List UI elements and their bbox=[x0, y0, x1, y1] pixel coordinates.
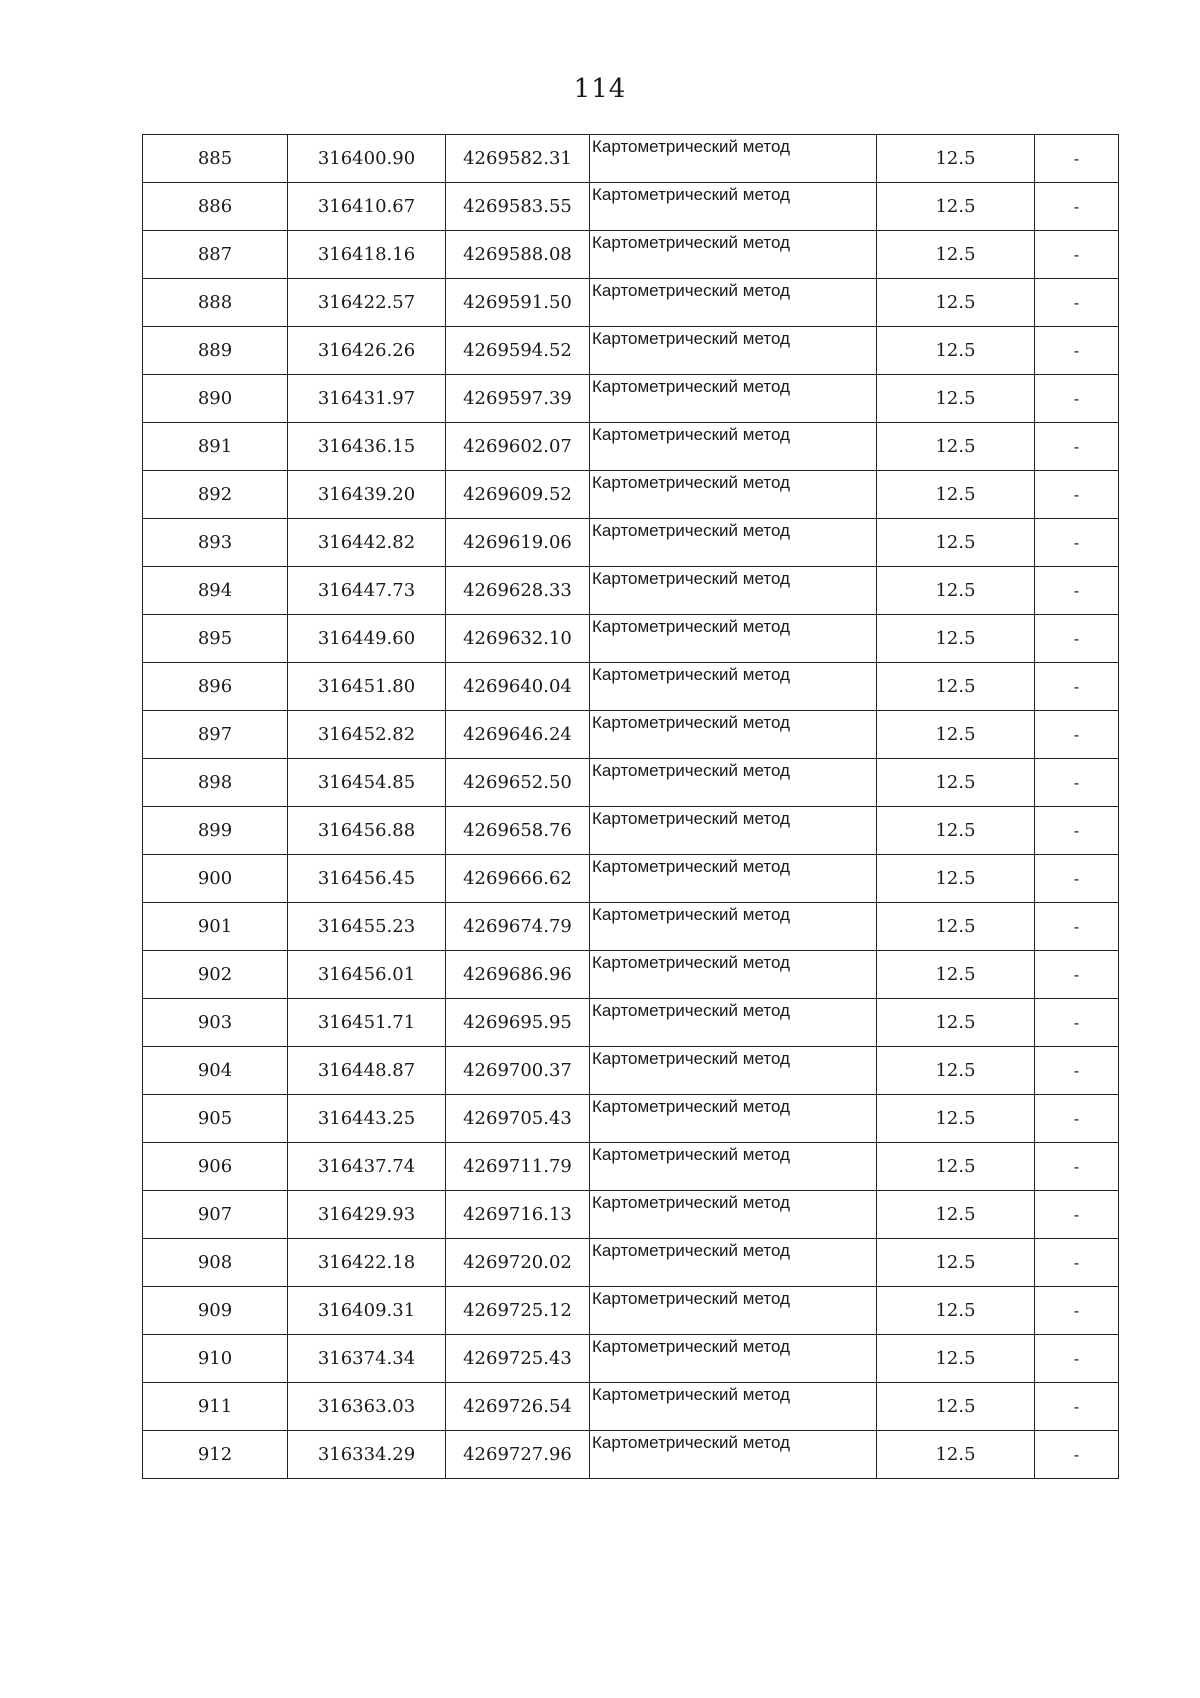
accuracy-cell: 12.5 bbox=[877, 615, 1035, 663]
coordinates-table bbox=[142, 134, 1119, 1479]
method-cell: Картометрический метод bbox=[590, 423, 877, 471]
accuracy-cell: 12.5 bbox=[877, 1095, 1035, 1143]
note-cell: - bbox=[1035, 807, 1119, 855]
method-cell: Картометрический метод bbox=[590, 855, 877, 903]
accuracy-cell: 12.5 bbox=[877, 279, 1035, 327]
point-number-cell: 886 bbox=[143, 183, 288, 231]
table-row bbox=[143, 855, 1119, 903]
accuracy-cell: 12.5 bbox=[877, 711, 1035, 759]
y-coordinate-cell: 4269727.96 bbox=[446, 1431, 590, 1479]
accuracy-cell: 12.5 bbox=[877, 1383, 1035, 1431]
x-coordinate-cell: 316447.73 bbox=[288, 567, 446, 615]
x-coordinate-cell: 316429.93 bbox=[288, 1191, 446, 1239]
x-coordinate-cell: 316334.29 bbox=[288, 1431, 446, 1479]
y-coordinate-cell: 4269597.39 bbox=[446, 375, 590, 423]
point-number-cell: 890 bbox=[143, 375, 288, 423]
note-cell: - bbox=[1035, 1095, 1119, 1143]
method-cell: Картометрический метод bbox=[590, 999, 877, 1047]
y-coordinate-cell: 4269705.43 bbox=[446, 1095, 590, 1143]
accuracy-cell: 12.5 bbox=[877, 423, 1035, 471]
table-row bbox=[143, 375, 1119, 423]
table-row bbox=[143, 135, 1119, 183]
note-cell: - bbox=[1035, 951, 1119, 999]
method-cell: Картометрический метод bbox=[590, 519, 877, 567]
y-coordinate-cell: 4269726.54 bbox=[446, 1383, 590, 1431]
point-number-cell: 904 bbox=[143, 1047, 288, 1095]
point-number-cell: 903 bbox=[143, 999, 288, 1047]
x-coordinate-cell: 316449.60 bbox=[288, 615, 446, 663]
accuracy-cell: 12.5 bbox=[877, 999, 1035, 1047]
accuracy-cell: 12.5 bbox=[877, 1191, 1035, 1239]
y-coordinate-cell: 4269725.43 bbox=[446, 1335, 590, 1383]
point-number-cell: 897 bbox=[143, 711, 288, 759]
method-cell: Картометрический метод bbox=[590, 1047, 877, 1095]
method-cell: Картометрический метод bbox=[590, 183, 877, 231]
table-row bbox=[143, 567, 1119, 615]
accuracy-cell: 12.5 bbox=[877, 1287, 1035, 1335]
y-coordinate-cell: 4269594.52 bbox=[446, 327, 590, 375]
point-number-cell: 892 bbox=[143, 471, 288, 519]
note-cell: - bbox=[1035, 231, 1119, 279]
x-coordinate-cell: 316455.23 bbox=[288, 903, 446, 951]
method-cell: Картометрический метод bbox=[590, 951, 877, 999]
point-number-cell: 912 bbox=[143, 1431, 288, 1479]
point-number-cell: 908 bbox=[143, 1239, 288, 1287]
point-number-cell: 894 bbox=[143, 567, 288, 615]
y-coordinate-cell: 4269583.55 bbox=[446, 183, 590, 231]
table-row bbox=[143, 327, 1119, 375]
method-cell: Картометрический метод bbox=[590, 1191, 877, 1239]
table-row bbox=[143, 471, 1119, 519]
x-coordinate-cell: 316452.82 bbox=[288, 711, 446, 759]
table-row bbox=[143, 1191, 1119, 1239]
note-cell: - bbox=[1035, 903, 1119, 951]
x-coordinate-cell: 316400.90 bbox=[288, 135, 446, 183]
accuracy-cell: 12.5 bbox=[877, 1239, 1035, 1287]
point-number-cell: 891 bbox=[143, 423, 288, 471]
note-cell: - bbox=[1035, 135, 1119, 183]
note-cell: - bbox=[1035, 1335, 1119, 1383]
table-row bbox=[143, 279, 1119, 327]
method-cell: Картометрический метод bbox=[590, 1431, 877, 1479]
y-coordinate-cell: 4269720.02 bbox=[446, 1239, 590, 1287]
table-row bbox=[143, 951, 1119, 999]
note-cell: - bbox=[1035, 471, 1119, 519]
y-coordinate-cell: 4269582.31 bbox=[446, 135, 590, 183]
point-number-cell: 905 bbox=[143, 1095, 288, 1143]
point-number-cell: 900 bbox=[143, 855, 288, 903]
accuracy-cell: 12.5 bbox=[877, 1335, 1035, 1383]
x-coordinate-cell: 316426.26 bbox=[288, 327, 446, 375]
note-cell: - bbox=[1035, 1047, 1119, 1095]
y-coordinate-cell: 4269716.13 bbox=[446, 1191, 590, 1239]
y-coordinate-cell: 4269619.06 bbox=[446, 519, 590, 567]
note-cell: - bbox=[1035, 327, 1119, 375]
note-cell: - bbox=[1035, 663, 1119, 711]
point-number-cell: 906 bbox=[143, 1143, 288, 1191]
x-coordinate-cell: 316363.03 bbox=[288, 1383, 446, 1431]
note-cell: - bbox=[1035, 615, 1119, 663]
x-coordinate-cell: 316451.71 bbox=[288, 999, 446, 1047]
table-row bbox=[143, 1335, 1119, 1383]
note-cell: - bbox=[1035, 375, 1119, 423]
method-cell: Картометрический метод bbox=[590, 1287, 877, 1335]
table-row bbox=[143, 807, 1119, 855]
point-number-cell: 901 bbox=[143, 903, 288, 951]
point-number-cell: 902 bbox=[143, 951, 288, 999]
x-coordinate-cell: 316456.01 bbox=[288, 951, 446, 999]
method-cell: Картометрический метод bbox=[590, 279, 877, 327]
note-cell: - bbox=[1035, 423, 1119, 471]
x-coordinate-cell: 316410.67 bbox=[288, 183, 446, 231]
table-row bbox=[143, 519, 1119, 567]
table-row bbox=[143, 1431, 1119, 1479]
point-number-cell: 898 bbox=[143, 759, 288, 807]
accuracy-cell: 12.5 bbox=[877, 567, 1035, 615]
point-number-cell: 885 bbox=[143, 135, 288, 183]
method-cell: Картометрический метод bbox=[590, 231, 877, 279]
accuracy-cell: 12.5 bbox=[877, 855, 1035, 903]
point-number-cell: 911 bbox=[143, 1383, 288, 1431]
table-row bbox=[143, 1287, 1119, 1335]
note-cell: - bbox=[1035, 999, 1119, 1047]
y-coordinate-cell: 4269686.96 bbox=[446, 951, 590, 999]
note-cell: - bbox=[1035, 1239, 1119, 1287]
accuracy-cell: 12.5 bbox=[877, 519, 1035, 567]
point-number-cell: 909 bbox=[143, 1287, 288, 1335]
note-cell: - bbox=[1035, 279, 1119, 327]
x-coordinate-cell: 316418.16 bbox=[288, 231, 446, 279]
point-number-cell: 893 bbox=[143, 519, 288, 567]
method-cell: Картометрический метод bbox=[590, 1143, 877, 1191]
method-cell: Картометрический метод bbox=[590, 1095, 877, 1143]
table-row bbox=[143, 615, 1119, 663]
method-cell: Картометрический метод bbox=[590, 663, 877, 711]
point-number-cell: 896 bbox=[143, 663, 288, 711]
table-row bbox=[143, 759, 1119, 807]
y-coordinate-cell: 4269602.07 bbox=[446, 423, 590, 471]
method-cell: Картометрический метод bbox=[590, 615, 877, 663]
note-cell: - bbox=[1035, 1287, 1119, 1335]
point-number-cell: 888 bbox=[143, 279, 288, 327]
y-coordinate-cell: 4269609.52 bbox=[446, 471, 590, 519]
x-coordinate-cell: 316454.85 bbox=[288, 759, 446, 807]
accuracy-cell: 12.5 bbox=[877, 903, 1035, 951]
table-row bbox=[143, 1143, 1119, 1191]
method-cell: Картометрический метод bbox=[590, 807, 877, 855]
y-coordinate-cell: 4269591.50 bbox=[446, 279, 590, 327]
x-coordinate-cell: 316451.80 bbox=[288, 663, 446, 711]
accuracy-cell: 12.5 bbox=[877, 1047, 1035, 1095]
method-cell: Картометрический метод bbox=[590, 711, 877, 759]
note-cell: - bbox=[1035, 1431, 1119, 1479]
method-cell: Картометрический метод bbox=[590, 567, 877, 615]
point-number-cell: 907 bbox=[143, 1191, 288, 1239]
note-cell: - bbox=[1035, 855, 1119, 903]
table-row bbox=[143, 711, 1119, 759]
table-row bbox=[143, 1095, 1119, 1143]
x-coordinate-cell: 316431.97 bbox=[288, 375, 446, 423]
accuracy-cell: 12.5 bbox=[877, 663, 1035, 711]
y-coordinate-cell: 4269666.62 bbox=[446, 855, 590, 903]
accuracy-cell: 12.5 bbox=[877, 807, 1035, 855]
method-cell: Картометрический метод bbox=[590, 903, 877, 951]
table-row bbox=[143, 903, 1119, 951]
coordinates-table-body bbox=[143, 135, 1119, 1479]
note-cell: - bbox=[1035, 1383, 1119, 1431]
x-coordinate-cell: 316442.82 bbox=[288, 519, 446, 567]
table-row bbox=[143, 231, 1119, 279]
y-coordinate-cell: 4269725.12 bbox=[446, 1287, 590, 1335]
x-coordinate-cell: 316436.15 bbox=[288, 423, 446, 471]
accuracy-cell: 12.5 bbox=[877, 759, 1035, 807]
point-number-cell: 910 bbox=[143, 1335, 288, 1383]
accuracy-cell: 12.5 bbox=[877, 375, 1035, 423]
accuracy-cell: 12.5 bbox=[877, 183, 1035, 231]
y-coordinate-cell: 4269640.04 bbox=[446, 663, 590, 711]
accuracy-cell: 12.5 bbox=[877, 231, 1035, 279]
method-cell: Картометрический метод bbox=[590, 135, 877, 183]
method-cell: Картометрический метод bbox=[590, 327, 877, 375]
table-row bbox=[143, 999, 1119, 1047]
point-number-cell: 895 bbox=[143, 615, 288, 663]
x-coordinate-cell: 316422.57 bbox=[288, 279, 446, 327]
accuracy-cell: 12.5 bbox=[877, 1143, 1035, 1191]
x-coordinate-cell: 316374.34 bbox=[288, 1335, 446, 1383]
note-cell: - bbox=[1035, 711, 1119, 759]
table-row bbox=[143, 1239, 1119, 1287]
table-row bbox=[143, 1383, 1119, 1431]
table-row bbox=[143, 183, 1119, 231]
table-row bbox=[143, 663, 1119, 711]
method-cell: Картометрический метод bbox=[590, 1239, 877, 1287]
x-coordinate-cell: 316422.18 bbox=[288, 1239, 446, 1287]
table-row bbox=[143, 423, 1119, 471]
note-cell: - bbox=[1035, 519, 1119, 567]
x-coordinate-cell: 316456.45 bbox=[288, 855, 446, 903]
x-coordinate-cell: 316456.88 bbox=[288, 807, 446, 855]
method-cell: Картометрический метод bbox=[590, 759, 877, 807]
method-cell: Картометрический метод bbox=[590, 1383, 877, 1431]
method-cell: Картометрический метод bbox=[590, 471, 877, 519]
table-row bbox=[143, 1047, 1119, 1095]
method-cell: Картометрический метод bbox=[590, 375, 877, 423]
y-coordinate-cell: 4269700.37 bbox=[446, 1047, 590, 1095]
note-cell: - bbox=[1035, 1191, 1119, 1239]
accuracy-cell: 12.5 bbox=[877, 951, 1035, 999]
point-number-cell: 899 bbox=[143, 807, 288, 855]
y-coordinate-cell: 4269646.24 bbox=[446, 711, 590, 759]
y-coordinate-cell: 4269695.95 bbox=[446, 999, 590, 1047]
x-coordinate-cell: 316448.87 bbox=[288, 1047, 446, 1095]
x-coordinate-cell: 316409.31 bbox=[288, 1287, 446, 1335]
accuracy-cell: 12.5 bbox=[877, 135, 1035, 183]
note-cell: - bbox=[1035, 183, 1119, 231]
y-coordinate-cell: 4269632.10 bbox=[446, 615, 590, 663]
note-cell: - bbox=[1035, 1143, 1119, 1191]
note-cell: - bbox=[1035, 759, 1119, 807]
x-coordinate-cell: 316439.20 bbox=[288, 471, 446, 519]
y-coordinate-cell: 4269652.50 bbox=[446, 759, 590, 807]
point-number-cell: 889 bbox=[143, 327, 288, 375]
accuracy-cell: 12.5 bbox=[877, 327, 1035, 375]
y-coordinate-cell: 4269674.79 bbox=[446, 903, 590, 951]
x-coordinate-cell: 316443.25 bbox=[288, 1095, 446, 1143]
y-coordinate-cell: 4269711.79 bbox=[446, 1143, 590, 1191]
accuracy-cell: 12.5 bbox=[877, 1431, 1035, 1479]
point-number-cell: 887 bbox=[143, 231, 288, 279]
page-number: 114 bbox=[573, 74, 627, 104]
y-coordinate-cell: 4269628.33 bbox=[446, 567, 590, 615]
note-cell: - bbox=[1035, 567, 1119, 615]
x-coordinate-cell: 316437.74 bbox=[288, 1143, 446, 1191]
method-cell: Картометрический метод bbox=[590, 1335, 877, 1383]
accuracy-cell: 12.5 bbox=[877, 471, 1035, 519]
y-coordinate-cell: 4269588.08 bbox=[446, 231, 590, 279]
y-coordinate-cell: 4269658.76 bbox=[446, 807, 590, 855]
